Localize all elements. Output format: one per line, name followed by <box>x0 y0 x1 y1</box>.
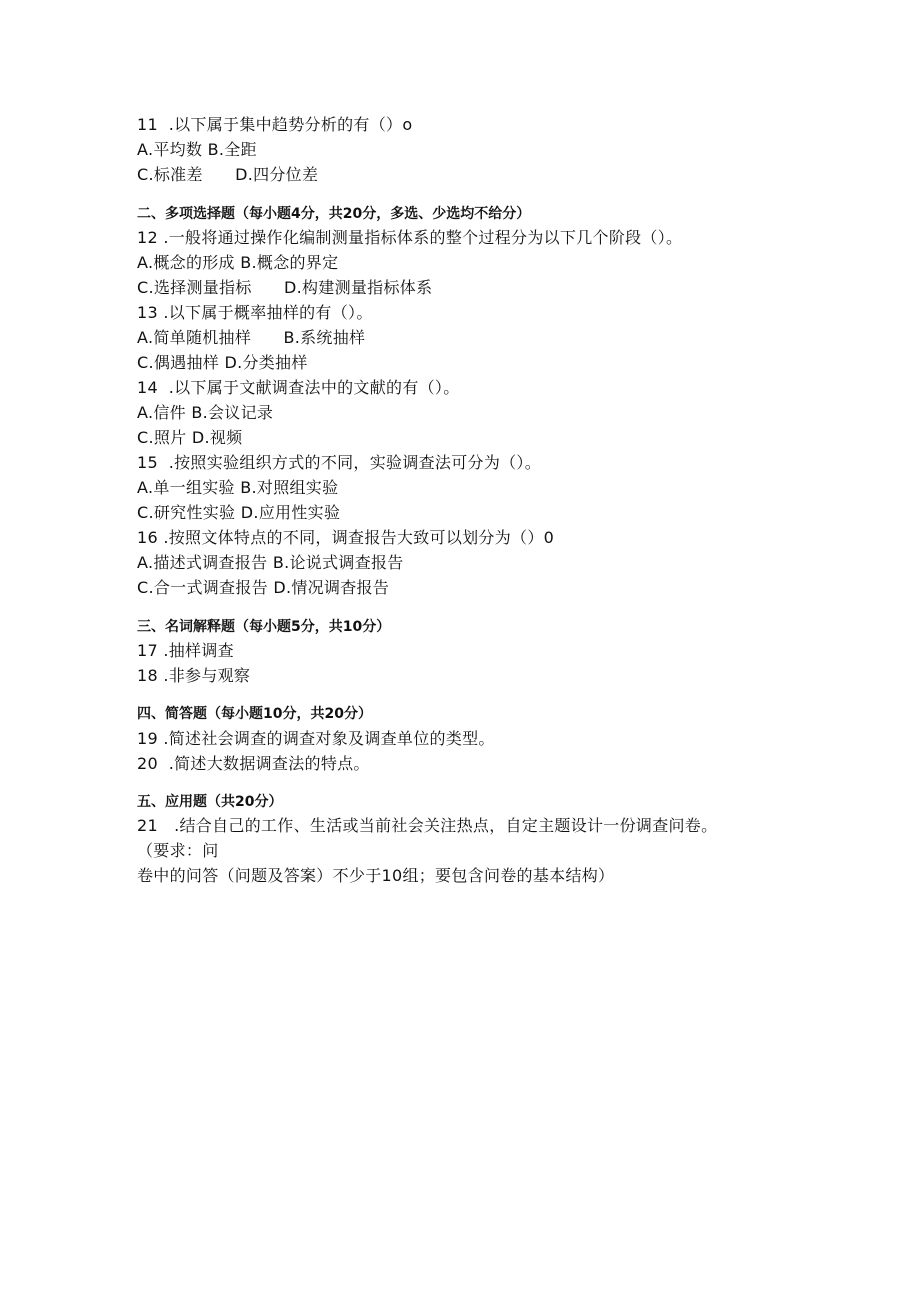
question-16-options-ab: A.描述式调查报告 B.论说式调查报告 <box>137 553 404 572</box>
question-21-requirement-start: （要求：问 <box>137 841 219 860</box>
question-21: 21 .结合自己的工作、生活或当前社会关注热点，自定主题设计一份调查问卷。 <box>137 816 718 835</box>
section-4-heading: 四、简答题（每小题10分，共20分） <box>137 706 372 722</box>
question-17: 17 .抽样调查 <box>137 641 234 660</box>
section-2-heading: 二、多项选择题（每小题4分，共20分，多选、少选均不给分） <box>137 206 531 222</box>
question-15-options-ab: A.单一组实验 B.对照组实验 <box>137 478 339 497</box>
question-19: 19 .简述社会调查的调查对象及调查单位的类型。 <box>137 729 495 748</box>
question-16: 16 .按照文体特点的不同，调查报告大致可以划分为（）0 <box>137 528 555 547</box>
question-12-options-cd: C.选择测量指标 D.构建测量指标体系 <box>137 278 433 297</box>
question-21-requirement-rest: 卷中的问答（问题及答案）不少于10组；要包含问卷的基本结构） <box>137 866 615 885</box>
question-15: 15 .按照实验组织方式的不同，实验调查法可分为（）。 <box>137 453 542 472</box>
question-13-options-ab: A.简单随机抽样 B.系统抽样 <box>137 328 366 347</box>
question-13-options-cd: C.偶遇抽样 D.分类抽样 <box>137 353 308 372</box>
question-13: 13 .以下属于概率抽样的有（）。 <box>137 303 373 322</box>
section-3-heading: 三、名词解释题（每小题5分，共10分） <box>137 619 391 635</box>
question-12: 12 .一般将通过操作化编制测量指标体系的整个过程分为以下几个阶段（）。 <box>137 228 683 247</box>
question-11: 11 .以下属于集中趋势分析的有（）o <box>137 115 413 134</box>
question-14-options-ab: A.信件 B.会议记录 <box>137 403 274 422</box>
question-18: 18 .非参与观察 <box>137 666 251 685</box>
section-5-heading: 五、应用题（共20分） <box>137 794 283 810</box>
question-16-options-cd: C.合一式调查报告 D.情况调杳报告 <box>137 578 390 597</box>
question-14: 14 .以下属于文献调查法中的文献的有（）。 <box>137 378 460 397</box>
question-14-options-cd: C.照片 D.视频 <box>137 428 243 447</box>
question-11-options-cd: C.标准差 D.四分位差 <box>137 165 319 184</box>
question-15-options-cd: C.研究性实验 D.应用性实验 <box>137 503 341 522</box>
question-20: 20 .简述大数据调查法的特点。 <box>137 754 370 773</box>
question-12-options-ab: A.概念的形成 B.概念的界定 <box>137 253 339 272</box>
question-11-options-ab: A.平均数 B.全距 <box>137 140 257 159</box>
